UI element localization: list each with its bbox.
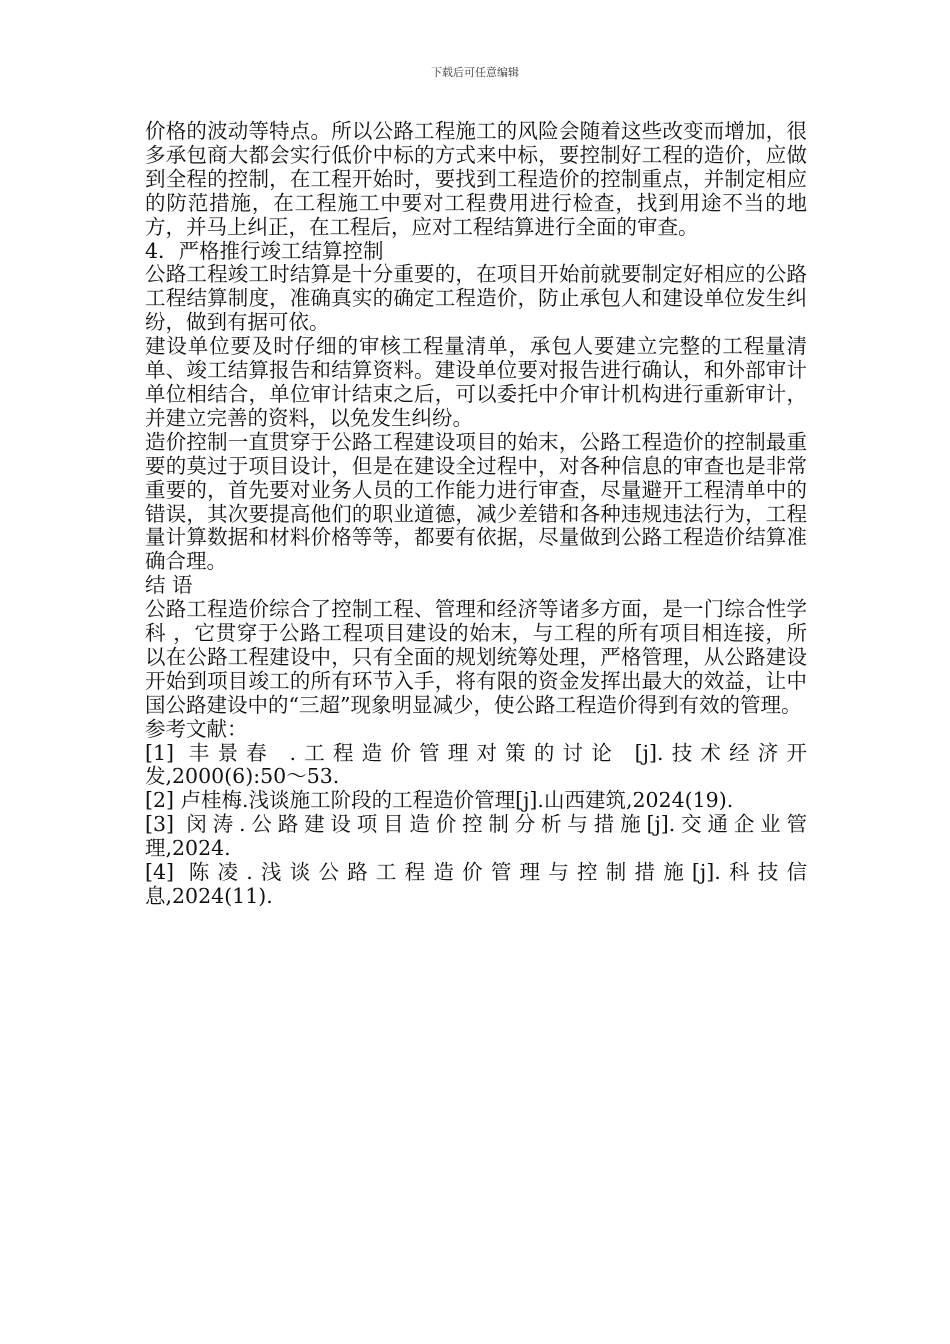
reference-item-4-line2: 息,2024(11). (145, 884, 273, 908)
reference-item-1-line2: 发,2000(6):50～53. (145, 764, 340, 789)
reference-item-2 (145, 789, 807, 813)
paragraph-cost-control: 造价控制一直贯穿于公路工程建设项目的始末，公路工程造价的控制最重要的莫过于项目设计，但是在建设全过程中，对各种信息的审查也是非常重要的，首先要对业务人员的工作能力进行审查，尽量避开工程清单中的错误，其次要提高他们的职业道德，减少差错和各种违规违法行为，工程量计算数据和材料价格等等，都要有依据，尽量做到公路工程造价结算准确合理。 (145, 429, 807, 574)
paragraph-settlement-audit: 建设单位要及时仔细的审核工程量清单，承包人要建立完整的工程量清单、竣工结算报告和结算资料。建设单位要对报告进行确认，和外部审计单位相结合，单位审计结束之后，可以委托中介审计机构进行重新审计，并建立完善的资料，以免发生纠纷。 (145, 334, 807, 430)
section-heading-4: 4．严格推行竣工结算控制 (145, 238, 384, 263)
paragraph-conclusion: 公路工程造价综合了控制工程、管理和经济等诸多方面，是一门综合性学科 ，它贯穿于公路工程项目建设的始末，与工程的所有项目相连接，所以在公路工程建设中，只有全面的规划统筹处理，严格管理，从公路建设开始到项目竣工的所有环节入手，将有限的资金发挥出最大的效益，让中国公路建设中的“三超”现象明显减少，使公路工程造价得到有效的管理。 (145, 597, 807, 717)
reference-item-2-line1: [2] 卢桂梅.浅谈施工阶段的工程造价管理[j].山西建筑,2024(19). (145, 788, 734, 813)
paragraph-settlement-importance: 公路工程竣工时结算是十分重要的，在项目开始前就要制定好相应的公路工程结算制度，准确真实的确定工程造价，防止承包人和建设单位发生纠纷，做到有据可依。 (145, 262, 807, 335)
section-heading-references: 参考文献： (145, 716, 248, 741)
paragraph-intro: 价格的波动等特点。所以公路工程施工的风险会随着这些改变而增加，很多承包商大都会实行低价中标的方式来中标，要控制好工程的造价，应做到全程的控制，在工程开始时，要找到工程造价的控制重点，并制定相应的防范措施，在工程施工中要对工程费用进行检查，找到用途不当的地方，并马上纠正，在工程后，应对工程结算进行全面的审查。 (145, 119, 807, 239)
reference-item-3-line1: [3] 闵涛.公路建设项目造价控制分析与措施[j].交通企业管 (145, 812, 807, 837)
reference-item-4-line1: [4] 陈凌.浅谈公路工程造价管理与控制措施[j].科技信 (145, 860, 807, 885)
document-body (145, 120, 807, 909)
reference-item-3 (145, 813, 807, 861)
reference-item-4 (145, 861, 807, 909)
reference-item-1 (145, 742, 807, 790)
page-header-note: 下载后可任意编辑 (431, 66, 519, 79)
reference-item-3-line2: 理,2024. (145, 836, 231, 861)
reference-item-1-line1: [1] 丰景春 .工程造价管理对策的讨论 [j].技术经济开 (145, 740, 807, 765)
section-heading-conclusion: 结 语 (145, 573, 193, 598)
